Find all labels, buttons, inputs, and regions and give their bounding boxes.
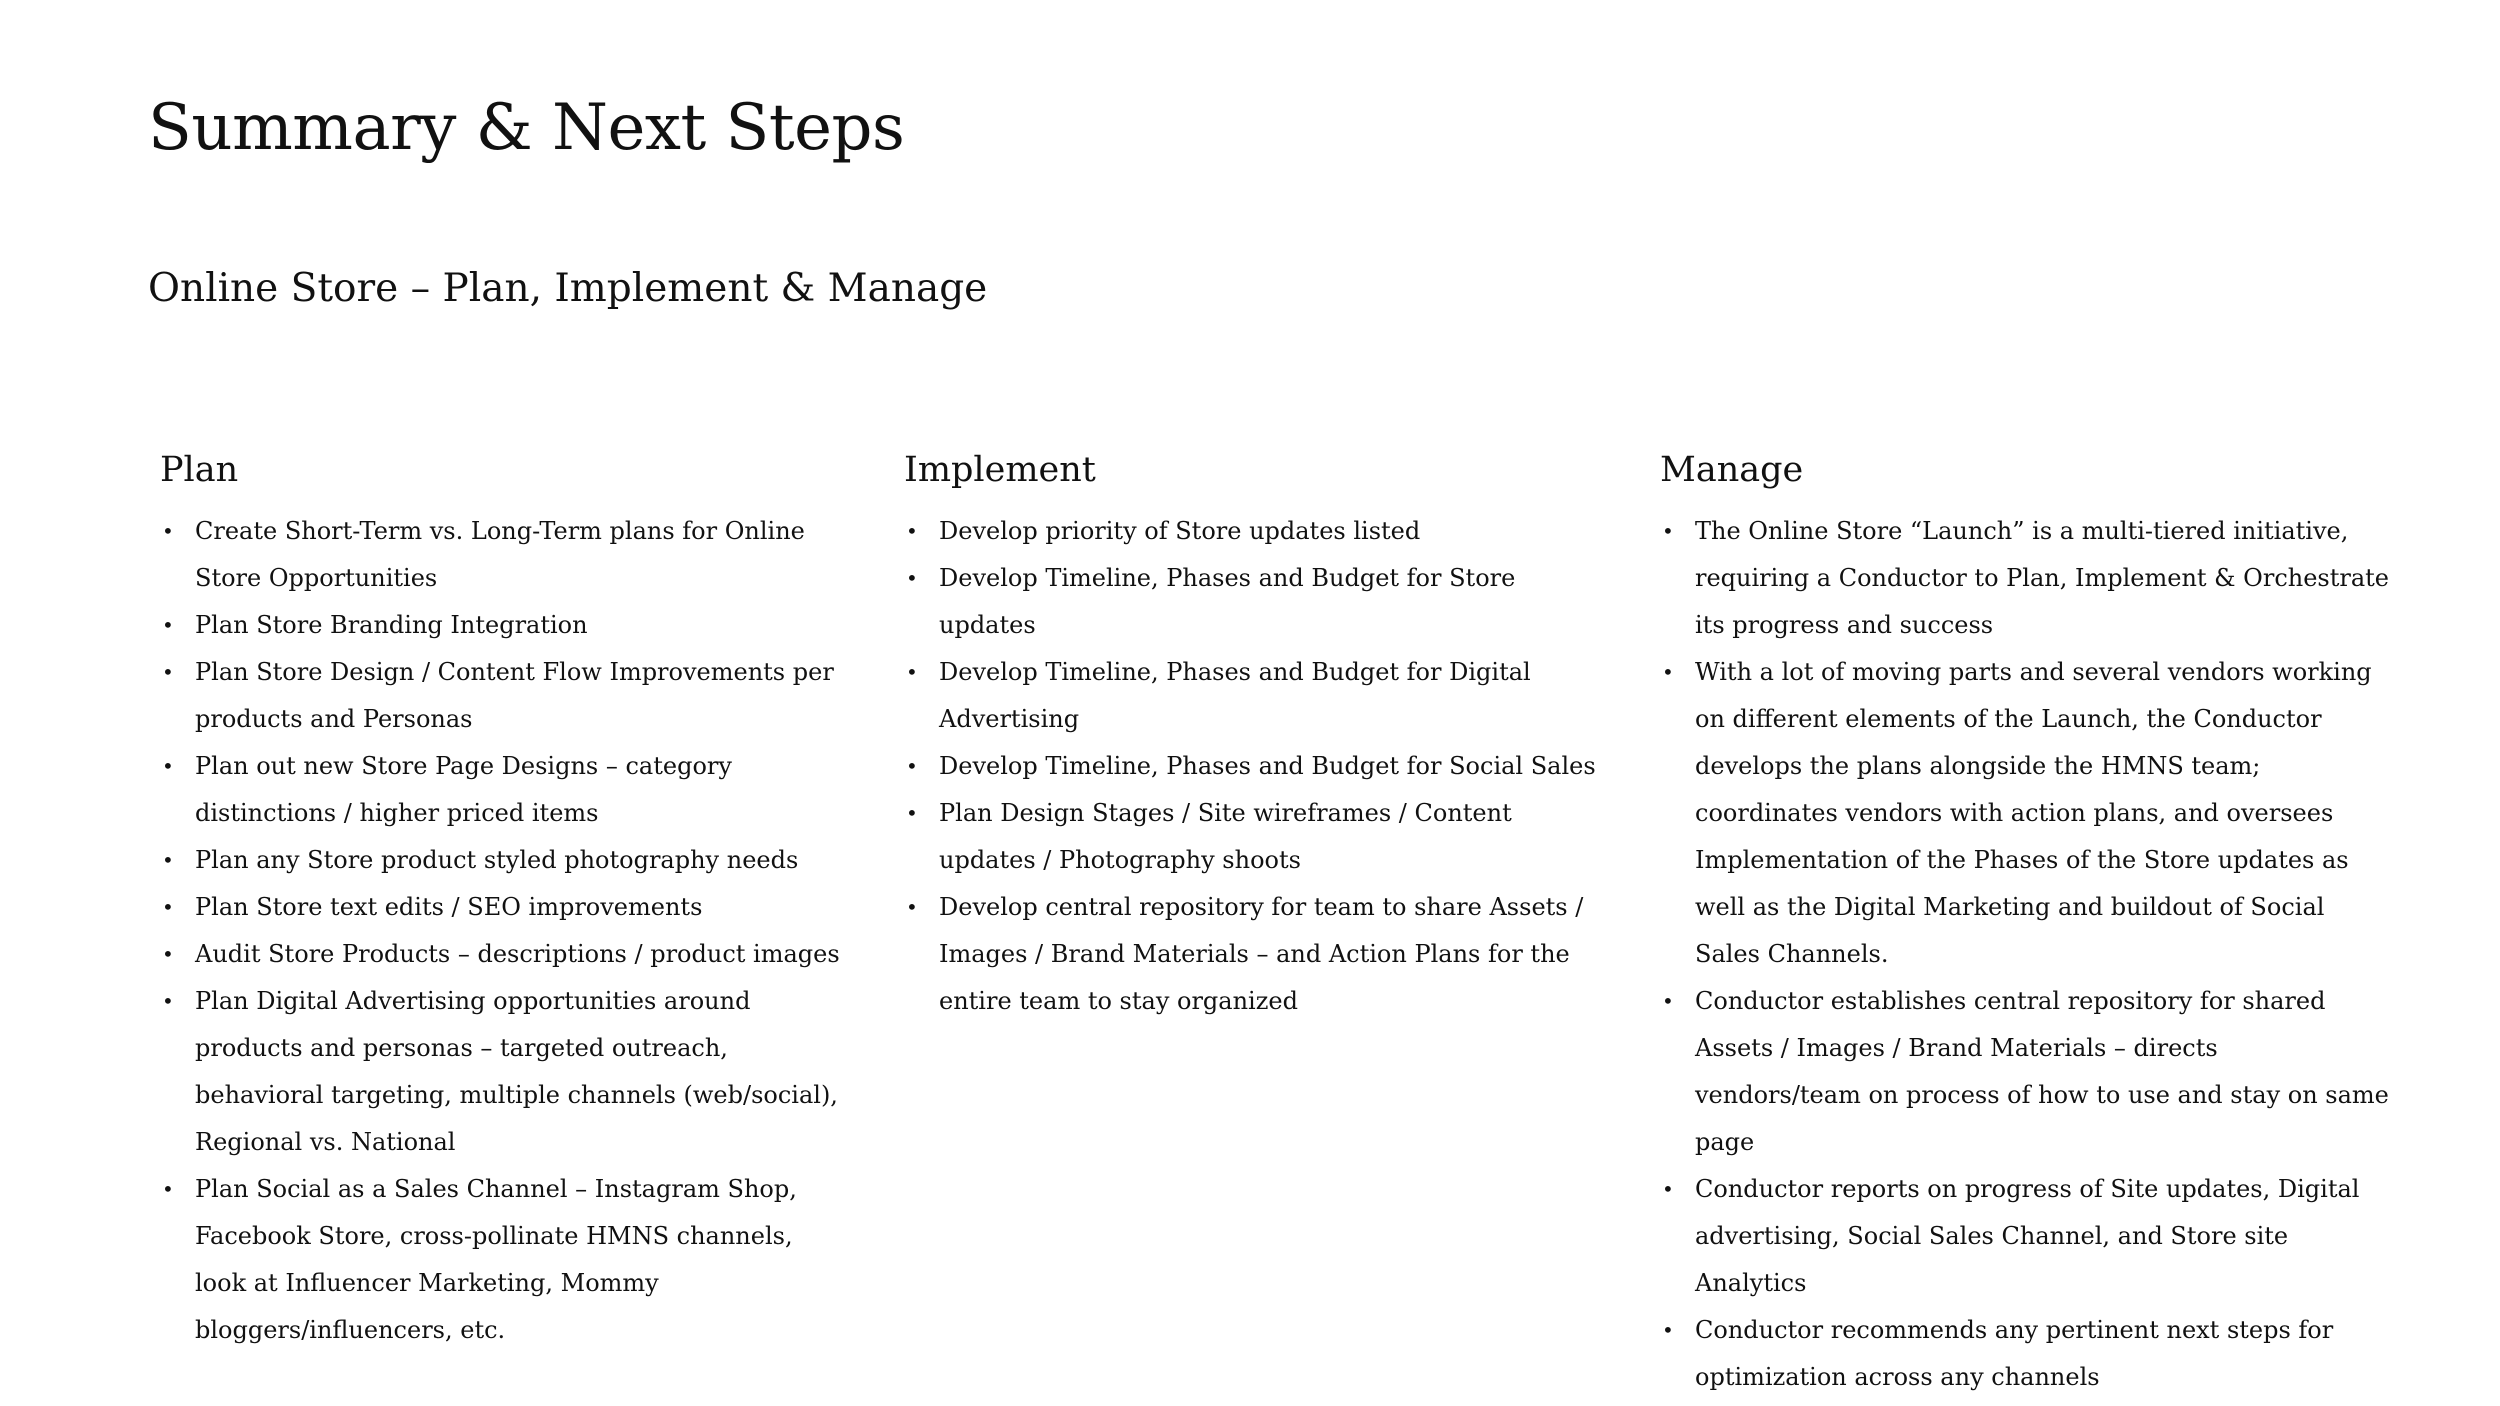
implement-item-text: Develop Timeline, Phases and Budget for Digital Advertising [939,658,1531,733]
plan-item-text: Plan Store Branding Integration [195,611,588,639]
manage-item-text: Conductor recommends any pertinent next steps for optimization across any channels [1695,1316,2334,1391]
plan-item-text: Plan Digital Advertising opportunities around products and personas – targeted outreach, behavioral targeting, multiple channels (web/social), Regional vs. National [195,987,838,1156]
bullet-icon: • [906,895,918,919]
list-item [160,508,840,602]
slide-title: Summary & Next Steps [148,91,905,165]
bullet-icon: • [162,1177,174,1201]
bullet-icon: • [906,660,918,684]
implement-heading: Implement [904,450,1096,490]
list-item [904,884,1604,1025]
bullet-icon: • [1662,1177,1674,1201]
list-item [160,1166,840,1354]
bullet-icon: • [162,754,174,778]
implement-item-text: Develop priority of Store updates listed [939,517,1421,545]
manage-heading: Manage [1660,450,1804,490]
plan-item-text: Plan Social as a Sales Channel – Instagram Shop, Facebook Store, cross-pollinate HMNS channels, look at Influencer Marketing, Mommy bloggers/influencers, etc. [195,1175,797,1344]
list-item [160,602,840,649]
implement-item-text: Develop Timeline, Phases and Budget for Social Sales [939,752,1596,780]
list-item [1660,1166,2390,1307]
bullet-icon: • [162,519,174,543]
list-item [160,884,840,931]
bullet-icon: • [1662,989,1674,1013]
bullet-icon: • [1662,1318,1674,1342]
list-item [904,743,1604,790]
manage-item-text: Conductor establishes central repository for shared Assets / Images / Brand Materials – directs vendors/team on process of how to use and stay on same page [1695,987,2389,1156]
manage-list [1660,508,2390,1401]
bullet-icon: • [906,801,918,825]
bullet-icon: • [1662,519,1674,543]
list-item [904,649,1604,743]
list-item [160,743,840,837]
implement-item-text: Plan Design Stages / Site wireframes / Content updates / Photography shoots [939,799,1512,874]
list-item [1660,1307,2390,1401]
implement-list [904,508,1604,1025]
list-item [160,978,840,1166]
plan-item-text: Plan Store text edits / SEO improvements [195,893,703,921]
list-item [160,837,840,884]
bullet-icon: • [162,942,174,966]
bullet-icon: • [906,519,918,543]
implement-item-text: Develop central repository for team to share Assets / Images / Brand Materials – and Action Plans for the entire team to stay organized [939,893,1584,1015]
list-item [1660,978,2390,1166]
list-item [904,508,1604,555]
bullet-icon: • [906,566,918,590]
list-item [160,649,840,743]
bullet-icon: • [162,989,174,1013]
bullet-icon: • [162,613,174,637]
bullet-icon: • [162,848,174,872]
manage-item-text: The Online Store “Launch” is a multi-tiered initiative, requiring a Conductor to Plan, Implement & Orchestrate its progress and success [1695,517,2390,639]
manage-item-text: With a lot of moving parts and several vendors working on different elements of the Launch, the Conductor develops the plans alongside the HMNS team; coordinates vendors with action plans, and oversees Implementation of the Phases of the Store updates as well as the Digital Marketing and buildout of Social Sales Channels. [1695,658,2372,968]
manage-item-text: Conductor reports on progress of Site updates, Digital advertising, Social Sales Channel, and Store site Analytics [1695,1175,2360,1297]
list-item [160,931,840,978]
plan-item-text: Audit Store Products – descriptions / product images [195,940,840,968]
list-item [1660,508,2390,649]
plan-item-text: Plan Store Design / Content Flow Improvements per products and Personas [195,658,834,733]
bullet-icon: • [162,660,174,684]
list-item [904,790,1604,884]
implement-column [904,446,1604,1025]
bullet-icon: • [162,895,174,919]
bullet-icon: • [906,754,918,778]
manage-column [1660,446,2390,1401]
plan-list [160,508,840,1354]
plan-column [160,446,840,1354]
plan-heading: Plan [160,450,239,490]
list-item [904,555,1604,649]
plan-item-text: Plan out new Store Page Designs – category distinctions / higher priced items [195,752,732,827]
plan-item-text: Create Short-Term vs. Long-Term plans for Online Store Opportunities [195,517,805,592]
implement-item-text: Develop Timeline, Phases and Budget for Store updates [939,564,1516,639]
slide-subtitle: Online Store – Plan, Implement & Manage [148,266,988,311]
list-item [1660,649,2390,978]
plan-item-text: Plan any Store product styled photography needs [195,846,799,874]
bullet-icon: • [1662,660,1674,684]
